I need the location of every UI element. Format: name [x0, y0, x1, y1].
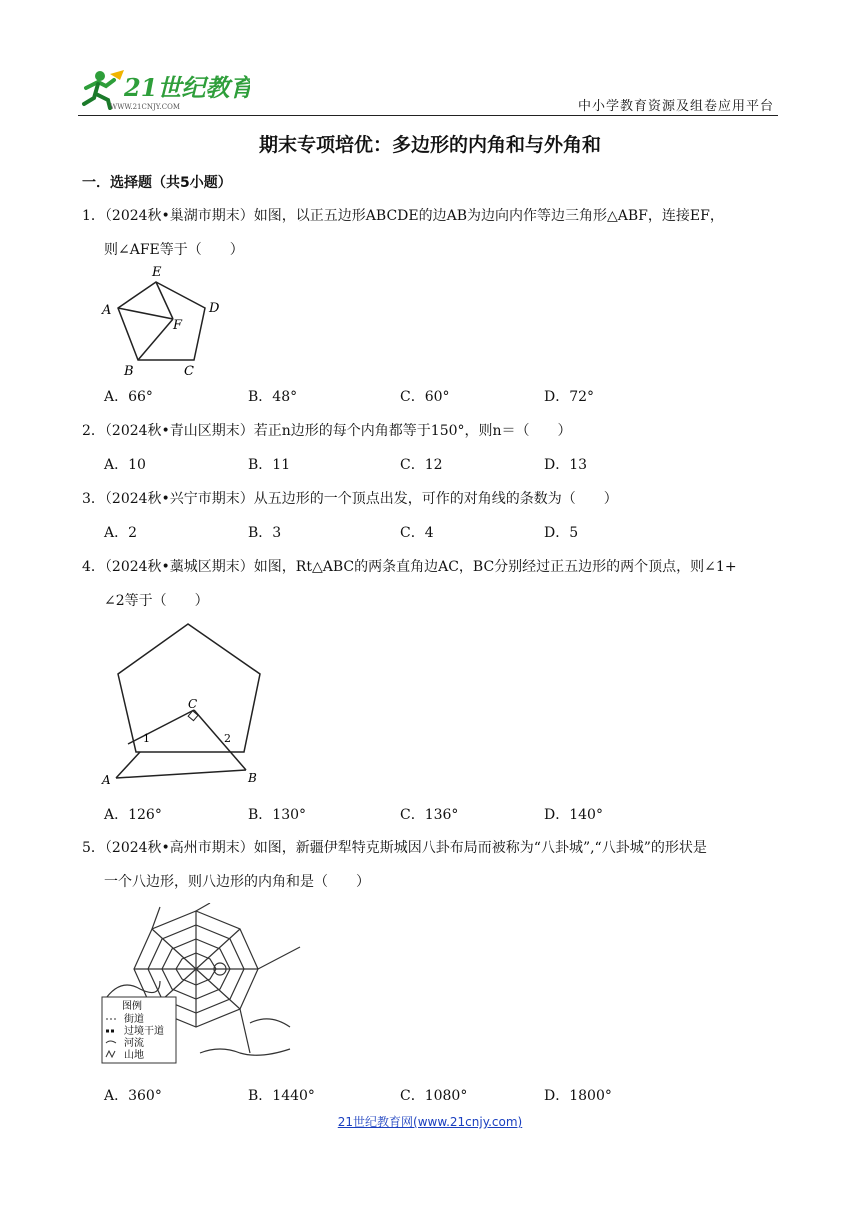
option-a[interactable]: A．126°	[104, 807, 162, 823]
question-1-text: 1．（2024秋•巢湖市期末）如图，以正五边形ABCDE的边AB为边向内作等边三角形△ABF，连接EF，	[82, 208, 724, 224]
question-2-options	[0, 454, 860, 474]
header-divider	[78, 115, 778, 116]
footer-link[interactable]: 21世纪教育网(www.21cnjy.com)	[337, 1115, 523, 1129]
option-b[interactable]: B．130°	[248, 807, 307, 823]
label-angle-1: 1	[143, 732, 150, 745]
question-1-figure	[98, 262, 228, 380]
label-C: C	[188, 697, 198, 711]
question-5-text: 5．（2024秋•高州市期末）如图，新疆伊犁特克斯城因八卦布局而被称为“八卦城”,“八卦城”的形状是	[82, 840, 707, 856]
pentagon	[118, 624, 260, 752]
question-5-text-cont: 一个八边形，则八边形的内角和是（ ）	[104, 874, 370, 890]
option-d[interactable]: D．5	[544, 525, 579, 541]
label-C: C	[184, 364, 194, 379]
option-a[interactable]: A．66°	[104, 389, 153, 405]
option-c[interactable]: C．4	[400, 525, 434, 541]
question-4-options	[0, 804, 860, 824]
page-title: 期末专项培优：多边形的内角和与外角和	[258, 134, 601, 156]
option-b[interactable]: B．11	[248, 457, 291, 473]
option-a[interactable]: A．10	[104, 457, 146, 473]
option-c[interactable]: C．136°	[400, 807, 459, 823]
logo	[80, 66, 250, 112]
question-2-text: 2．（2024秋•青山区期末）若正n边形的每个内角都等于150°，则n＝（ ）	[82, 423, 572, 439]
question-4-text-cont: ∠2等于（ ）	[104, 593, 209, 609]
label-F: F	[173, 318, 183, 333]
label-B: B	[248, 771, 257, 785]
question-3-text: 3．（2024秋•兴宁市期末）从五边形的一个顶点出发，可作的对角线的条数为（ ）	[82, 491, 618, 507]
question-4-figure	[98, 618, 268, 788]
option-d[interactable]: D．13	[544, 457, 588, 473]
option-b[interactable]: B．48°	[248, 389, 298, 405]
option-d[interactable]: D．140°	[544, 807, 603, 823]
label-B: B	[124, 364, 134, 379]
legend-street: 街道	[124, 1014, 144, 1025]
legend-highway: 过境干道	[124, 1026, 164, 1037]
logo-url: WWW.21CNJY.COM	[110, 103, 180, 111]
logo-runner-icon	[80, 66, 250, 112]
label-angle-2: 2	[224, 732, 231, 745]
platform-name: 中小学教育资源及组卷应用平台	[577, 99, 774, 114]
legend-mountain: 山地	[124, 1050, 144, 1061]
option-c[interactable]: C．12	[400, 457, 443, 473]
question-1-text-cont: 则∠AFE等于（ ）	[104, 242, 244, 258]
option-b[interactable]: B．3	[248, 525, 282, 541]
label-D: D	[209, 301, 220, 316]
option-c[interactable]: C．60°	[400, 389, 450, 405]
option-a[interactable]: A．360°	[104, 1088, 162, 1104]
question-5-figure	[100, 903, 306, 1065]
label-A: A	[102, 303, 112, 318]
option-c[interactable]: C．1080°	[400, 1088, 468, 1104]
legend-river: 河流	[124, 1038, 144, 1049]
question-1-options	[0, 386, 860, 406]
question-4-text: 4．（2024秋•藁城区期末）如图，Rt△ABC的两条直角边AC，BC分别经过正五边形的两个顶点，则∠1+	[82, 559, 737, 575]
section-heading: 一．选择题（共5小题）	[82, 175, 232, 191]
question-5-options	[0, 1085, 860, 1105]
question-3-options	[0, 522, 860, 542]
option-b[interactable]: B．1440°	[248, 1088, 315, 1104]
logo-text: 21世纪教育	[124, 73, 250, 102]
option-a[interactable]: A．2	[104, 525, 138, 541]
option-d[interactable]: D．1800°	[544, 1088, 612, 1104]
label-E: E	[152, 265, 162, 280]
legend-title: 图例	[122, 1001, 142, 1012]
label-A: A	[102, 773, 111, 787]
option-d[interactable]: D．72°	[544, 389, 595, 405]
